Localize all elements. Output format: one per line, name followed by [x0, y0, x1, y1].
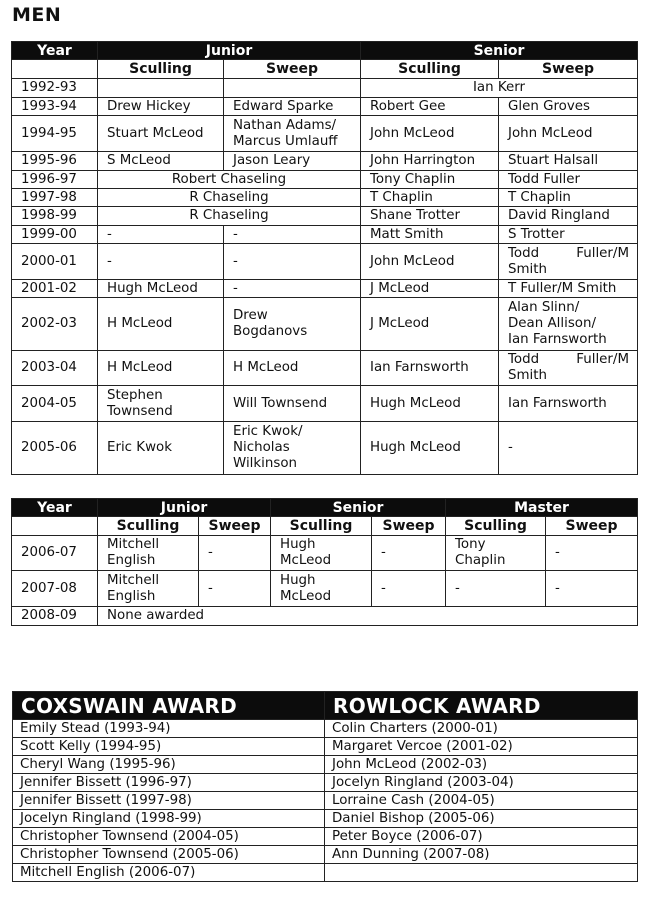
header-junior: Junior	[98, 42, 361, 60]
coxswain-award-entry: Mitchell English (2006-07)	[13, 864, 325, 882]
senior-sweep-cell: Todd Fuller	[499, 171, 638, 189]
cell-empty	[98, 79, 224, 98]
senior-sweep-cell: -	[499, 422, 638, 475]
junior-sculling-cell: S McLeod	[98, 152, 224, 171]
rowlock-award-entry: John McLeod (2002-03)	[325, 756, 638, 774]
cell-line: Hugh	[280, 537, 316, 552]
coxswain-award-entry: Scott Kelly (1994-95)	[13, 738, 325, 756]
cell-line: Alan Slinn/	[508, 300, 580, 315]
table-row	[12, 298, 638, 351]
coxswain-award-entry: Christopher Townsend (2005-06)	[13, 846, 325, 864]
cell-line: Hugh	[280, 572, 316, 588]
master-sweep-cell: -	[546, 571, 638, 607]
year-cell: 1996-97	[12, 171, 98, 189]
table-subheader-row	[12, 60, 638, 79]
senior-sculling-cell: Ian Farnsworth	[361, 351, 499, 386]
junior-sweep-cell: -	[199, 571, 271, 607]
year-cell: 2002-03	[12, 298, 98, 351]
subheader-junior-sculling: Sculling	[98, 517, 199, 536]
senior-sculling-cell: T Chaplin	[361, 189, 499, 207]
senior-sculling-cell: Hugh McLeod	[361, 386, 499, 422]
senior-sweep-cell	[499, 351, 638, 386]
senior-sculling-cell: John McLeod	[361, 244, 499, 280]
junior-sweep-cell: -	[199, 536, 271, 571]
subheader-master-sweep: Sweep	[546, 517, 638, 536]
senior-sweep-cell: Ian Farnsworth	[499, 386, 638, 422]
table-row	[12, 207, 638, 226]
header-year: Year	[12, 42, 98, 60]
coxswain-award-entry: Christopher Townsend (2004-05)	[13, 828, 325, 846]
senior-sweep-cell: S Trotter	[499, 226, 638, 244]
award-row	[13, 756, 638, 774]
coxswain-award-entry: Jocelyn Ringland (1998-99)	[13, 810, 325, 828]
senior-sculling-cell: John McLeod	[361, 116, 499, 152]
table-row	[12, 116, 638, 152]
rowlock-award-entry: Margaret Vercoe (2001-02)	[325, 738, 638, 756]
cell-line: Mitchell	[107, 537, 160, 552]
cell-line: Marcus Umlauff	[233, 133, 338, 149]
cell-line: Mitchell	[107, 572, 160, 588]
year-cell: 2001-02	[12, 280, 98, 298]
header-senior: Senior	[271, 499, 446, 517]
men-awards-table-2006-2009	[11, 498, 638, 626]
subheader-junior-sculling: Sculling	[98, 60, 224, 79]
year-cell: 2003-04	[12, 351, 98, 386]
coxswain-award-entry: Emily Stead (1993-94)	[13, 720, 325, 738]
junior-sweep-cell: H McLeod	[224, 351, 361, 386]
subheader-senior-sculling: Sculling	[361, 60, 499, 79]
table-row	[12, 79, 638, 98]
coxswain-award-entry: Jennifer Bissett (1996-97)	[13, 774, 325, 792]
junior-sweep-cell: -	[224, 280, 361, 298]
senior-merged-cell: Ian Kerr	[361, 79, 638, 98]
subheader-junior-sweep: Sweep	[224, 60, 361, 79]
cell-line: Tony	[455, 537, 486, 552]
table-row	[12, 226, 638, 244]
coxswain-award-entry: Jennifer Bissett (1997-98)	[13, 792, 325, 810]
junior-sweep-cell	[224, 422, 361, 475]
cell-line: Wilkinson	[233, 456, 298, 471]
cell-line: English	[107, 588, 156, 604]
year-cell: 1995-96	[12, 152, 98, 171]
subheader-junior-sweep: Sweep	[199, 517, 271, 536]
master-sculling-cell: -	[446, 571, 546, 607]
subheader-master-sculling: Sculling	[446, 517, 546, 536]
subheader-senior-sweep: Sweep	[372, 517, 446, 536]
cell-line: Eric Kwok/	[233, 424, 303, 439]
award-row	[13, 738, 638, 756]
subheader-senior-sweep: Sweep	[499, 60, 638, 79]
cell-line: Chaplin	[455, 553, 506, 568]
men-awards-table-1992-2006	[11, 41, 638, 475]
cell-line: Bogdanovs	[233, 324, 308, 339]
coxswain-award-entry: Cheryl Wang (1995-96)	[13, 756, 325, 774]
table-row	[12, 536, 638, 571]
cell-line: English	[107, 553, 156, 568]
cell-line: McLeod	[280, 553, 332, 568]
table-row	[12, 571, 638, 607]
junior-sweep-cell: Edward Sparke	[224, 98, 361, 116]
rowlock-award-entry	[325, 864, 638, 882]
cell-line: Nathan Adams/	[233, 117, 337, 133]
table-row	[12, 98, 638, 116]
year-cell: 1994-95	[12, 116, 98, 152]
coxswain-award-title: COXSWAIN AWARD	[13, 692, 325, 720]
header-year: Year	[12, 499, 98, 517]
senior-sweep-cell: T Fuller/M Smith	[499, 280, 638, 298]
junior-merged-cell: R Chaseling	[98, 207, 361, 226]
master-sculling-cell	[446, 536, 546, 571]
year-cell: 2007-08	[12, 571, 98, 607]
rowlock-award-entry: Daniel Bishop (2005-06)	[325, 810, 638, 828]
table-row	[12, 171, 638, 189]
year-cell: 1992-93	[12, 79, 98, 98]
junior-merged-cell: Robert Chaseling	[98, 171, 361, 189]
table-row	[12, 189, 638, 207]
junior-sculling-cell: Drew Hickey	[98, 98, 224, 116]
rowlock-award-entry: Jocelyn Ringland (2003-04)	[325, 774, 638, 792]
table-row	[12, 386, 638, 422]
header-master: Master	[446, 499, 638, 517]
senior-sweep-cell: John McLeod	[499, 116, 638, 152]
senior-sweep-cell: T Chaplin	[499, 189, 638, 207]
junior-sweep-cell: -	[224, 226, 361, 244]
cell-line: Todd Fuller/M	[508, 352, 629, 367]
award-row	[13, 828, 638, 846]
senior-sculling-cell: Robert Gee	[361, 98, 499, 116]
award-row	[13, 720, 638, 738]
award-row	[13, 774, 638, 792]
table-subheader-row	[12, 517, 638, 536]
senior-sweep-cell: -	[372, 571, 446, 607]
year-cell: 1998-99	[12, 207, 98, 226]
year-cell: 1997-98	[12, 189, 98, 207]
senior-sweep-cell	[499, 244, 638, 280]
senior-sculling-cell: J McLeod	[361, 280, 499, 298]
rowlock-award-entry: Peter Boyce (2006-07)	[325, 828, 638, 846]
cell-line: Dean Allison/	[508, 316, 596, 331]
junior-sculling-cell	[98, 386, 224, 422]
junior-sculling-cell	[98, 571, 199, 607]
junior-sweep-cell: -	[224, 244, 361, 280]
year-cell: 2004-05	[12, 386, 98, 422]
year-cell: 2008-09	[12, 607, 98, 626]
cell-line: McLeod	[280, 588, 332, 604]
senior-sculling-cell: Tony Chaplin	[361, 171, 499, 189]
none-awarded-cell: None awarded	[98, 607, 638, 626]
subheader-blank	[12, 60, 98, 79]
year-cell: 2006-07	[12, 536, 98, 571]
junior-sculling-cell: -	[98, 244, 224, 280]
senior-sweep-cell: David Ringland	[499, 207, 638, 226]
junior-sculling-cell	[98, 536, 199, 571]
awards-header-row	[13, 692, 638, 720]
rowlock-award-entry: Lorraine Cash (2004-05)	[325, 792, 638, 810]
table-row	[12, 280, 638, 298]
table-row	[12, 351, 638, 386]
year-cell: 1999-00	[12, 226, 98, 244]
table-row	[12, 152, 638, 171]
year-cell: 1993-94	[12, 98, 98, 116]
cell-line: Townsend	[107, 403, 173, 419]
page-title: MEN	[12, 4, 62, 26]
coxswain-rowlock-awards-table	[12, 691, 638, 882]
year-cell: 2000-01	[12, 244, 98, 280]
junior-sweep-cell	[224, 116, 361, 152]
header-junior: Junior	[98, 499, 271, 517]
rowlock-award-title: ROWLOCK AWARD	[325, 692, 638, 720]
senior-sweep-cell	[499, 298, 638, 351]
cell-line: Nicholas	[233, 440, 290, 455]
table-row	[12, 607, 638, 626]
junior-sweep-cell: Jason Leary	[224, 152, 361, 171]
master-sweep-cell: -	[546, 536, 638, 571]
junior-sculling-cell: H McLeod	[98, 351, 224, 386]
award-row	[13, 846, 638, 864]
junior-sculling-cell: Stuart McLeod	[98, 116, 224, 152]
cell-line: Ian Farnsworth	[508, 332, 607, 347]
junior-sweep-cell	[224, 298, 361, 351]
cell-line: Smith	[508, 368, 548, 383]
cell-line: Smith	[508, 261, 548, 277]
senior-sweep-cell: Stuart Halsall	[499, 152, 638, 171]
subheader-senior-sculling: Sculling	[271, 517, 372, 536]
award-row	[13, 864, 638, 882]
senior-sculling-cell: Shane Trotter	[361, 207, 499, 226]
year-cell: 2005-06	[12, 422, 98, 475]
senior-sculling-cell	[271, 571, 372, 607]
senior-sweep-cell: -	[372, 536, 446, 571]
table-row	[12, 422, 638, 475]
cell-line: Stephen	[107, 387, 163, 403]
junior-sculling-cell: H McLeod	[98, 298, 224, 351]
senior-sculling-cell: Matt Smith	[361, 226, 499, 244]
senior-sculling-cell: Hugh McLeod	[361, 422, 499, 475]
junior-sculling-cell: Eric Kwok	[98, 422, 224, 475]
header-senior: Senior	[361, 42, 638, 60]
table-row	[12, 244, 638, 280]
rowlock-award-entry: Colin Charters (2000-01)	[325, 720, 638, 738]
junior-sweep-cell: Will Townsend	[224, 386, 361, 422]
table-header-row	[12, 499, 638, 517]
junior-merged-cell: R Chaseling	[98, 189, 361, 207]
award-row	[13, 810, 638, 828]
junior-sculling-cell: -	[98, 226, 224, 244]
senior-sculling-cell	[271, 536, 372, 571]
award-row	[13, 792, 638, 810]
cell-line: Drew	[233, 308, 268, 323]
senior-sweep-cell: Glen Groves	[499, 98, 638, 116]
senior-sculling-cell: J McLeod	[361, 298, 499, 351]
cell-line: Todd Fuller/M	[508, 245, 629, 261]
subheader-blank	[12, 517, 98, 536]
junior-sculling-cell: Hugh McLeod	[98, 280, 224, 298]
cell-empty	[224, 79, 361, 98]
rowlock-award-entry: Ann Dunning (2007-08)	[325, 846, 638, 864]
table-header-row	[12, 42, 638, 60]
senior-sculling-cell: John Harrington	[361, 152, 499, 171]
